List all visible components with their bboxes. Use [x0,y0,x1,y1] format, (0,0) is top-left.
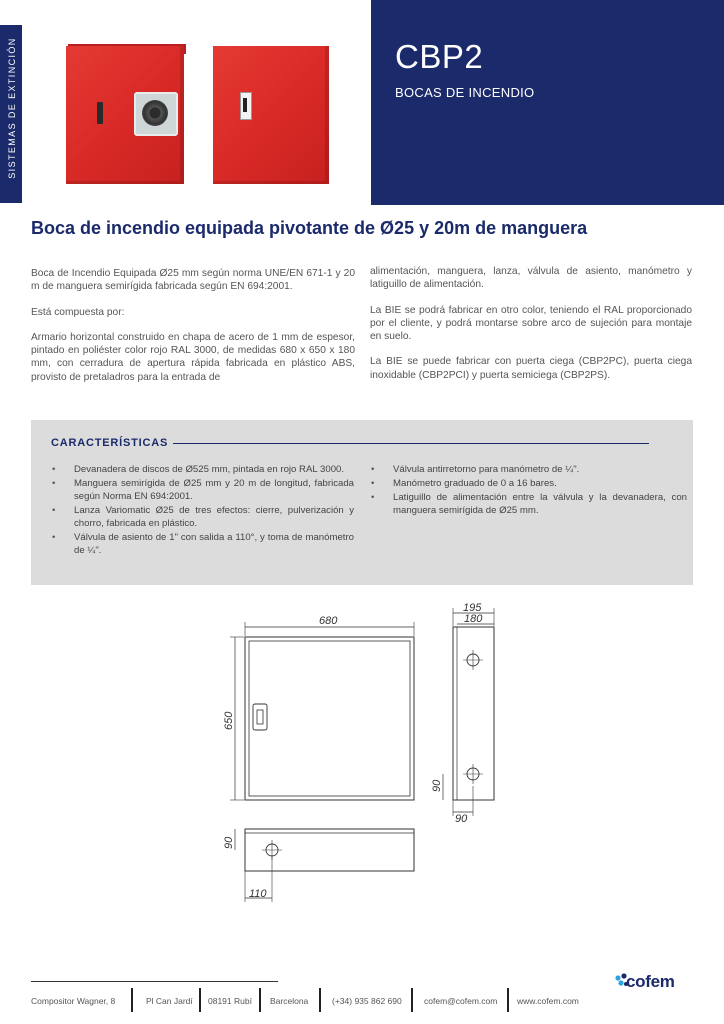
dim-bottom-hole-h: 110 [249,888,267,900]
footer-city: Barcelona [270,996,309,1006]
footer-phone[interactable]: (+34) 935 862 690 [332,996,402,1006]
list-item: • Manómetro graduado de 0 a 16 bares. [371,477,687,490]
paragraph: La BIE se podrá fabricar en otro color, teniendo el RAL proporcionado por el cliente, y podrá montarse sobre arco de sujeción para montaje en suelo. [370,304,692,343]
dim-width: 680 [319,615,338,627]
list-item: • Latiguillo de alimentación entre la válvula y la devanadera, con manguera semirígida de Ø25 mm. [371,491,687,517]
footer-separator [259,988,261,1012]
side-tab-label: SISTEMAS DE EXTINCIÓN [7,37,17,179]
dim-bottom-hole-v: 90 [223,836,235,849]
dim-side-hole-v: 90 [431,779,443,792]
footer-separator [131,988,133,1012]
paragraph: Boca de Incendio Equipada Ø25 mm según norma UNE/EN 671-1 y 20 m de manguera semirígida fabricada según EN 694:2001. [31,268,355,293]
dim-depth-outer: 195 [463,602,482,614]
paragraph: Armario horizontal construido en chapa de acero de 1 mm de espesor, pintado en poliéster color rojo RAL 3000, de medidas 680 x 650 x 180 mm, con cerradura de apertura rápida fabricada en plástico ABS, provisto de pretaladros para la entrada de [31,331,355,383]
header-block [371,0,724,205]
footer-rule [31,981,278,982]
product-code: CBP2 [395,38,484,75]
list-item: • Devanadera de discos de Ø525 mm, pintada en rojo RAL 3000. [52,463,354,476]
reel-icon [142,100,168,126]
page-title: Boca de incendio equipada pivotante de Ø25 y 20m de manguera [31,218,588,238]
paragraph: Está compuesta por: [31,306,125,318]
dim-depth-inner: 180 [464,613,483,625]
product-photo-front [66,44,186,184]
footer-separator [319,988,321,1012]
divider [173,443,649,444]
side-view [443,608,494,816]
footer-postal: 08191 Rubí [208,996,252,1006]
handle [97,102,103,124]
footer-address: Compositor Wagner, 8 [31,996,116,1006]
description-right [370,265,692,394]
characteristics-list-left [52,463,354,558]
list-item: • Válvula antirretorno para manómetro de ¼". [371,463,687,476]
product-category: BOCAS DE INCENDIO [395,85,535,100]
footer-separator [507,988,509,1012]
cofem-logo: cofem [626,972,675,991]
footer-email[interactable]: cofem@cofem.com [424,996,498,1006]
paragraph: La BIE se puede fabricar con puerta ciega (CBP2PC), puerta ciega inoxidable (CBP2PCI) y puerta semiciega (CBP2PS). [370,356,692,381]
product-photo-closed [213,44,331,184]
side-tab [0,25,22,203]
dim-height: 650 [223,711,235,730]
description-left [31,267,355,396]
characteristics-title: CARACTERÍSTICAS [51,437,169,449]
technical-drawing [0,595,724,915]
footer-area: Pl Can Jardí [146,996,193,1006]
list-item: • Lanza Variomatic Ø25 de tres efectos: cierre, pulverización y chorro, fabricada en plástico. [52,504,354,530]
footer-web[interactable]: www.cofem.com [517,996,579,1006]
paragraph: alimentación, manguera, lanza, válvula de asiento, manómetro y latiguillo de alimentación. [370,266,692,291]
footer-separator [199,988,201,1012]
list-item: • Manguera semirígida de Ø25 mm y 20 m de longitud, fabricada según Norma EN 694:2001. [52,477,354,503]
footer-separator [411,988,413,1012]
characteristics-list-right [371,463,687,518]
list-item: • Válvula de asiento de 1" con salida a 110°, y toma de manómetro de ¼". [52,531,354,557]
dim-side-hole-h: 90 [455,813,468,825]
front-view [230,622,414,800]
